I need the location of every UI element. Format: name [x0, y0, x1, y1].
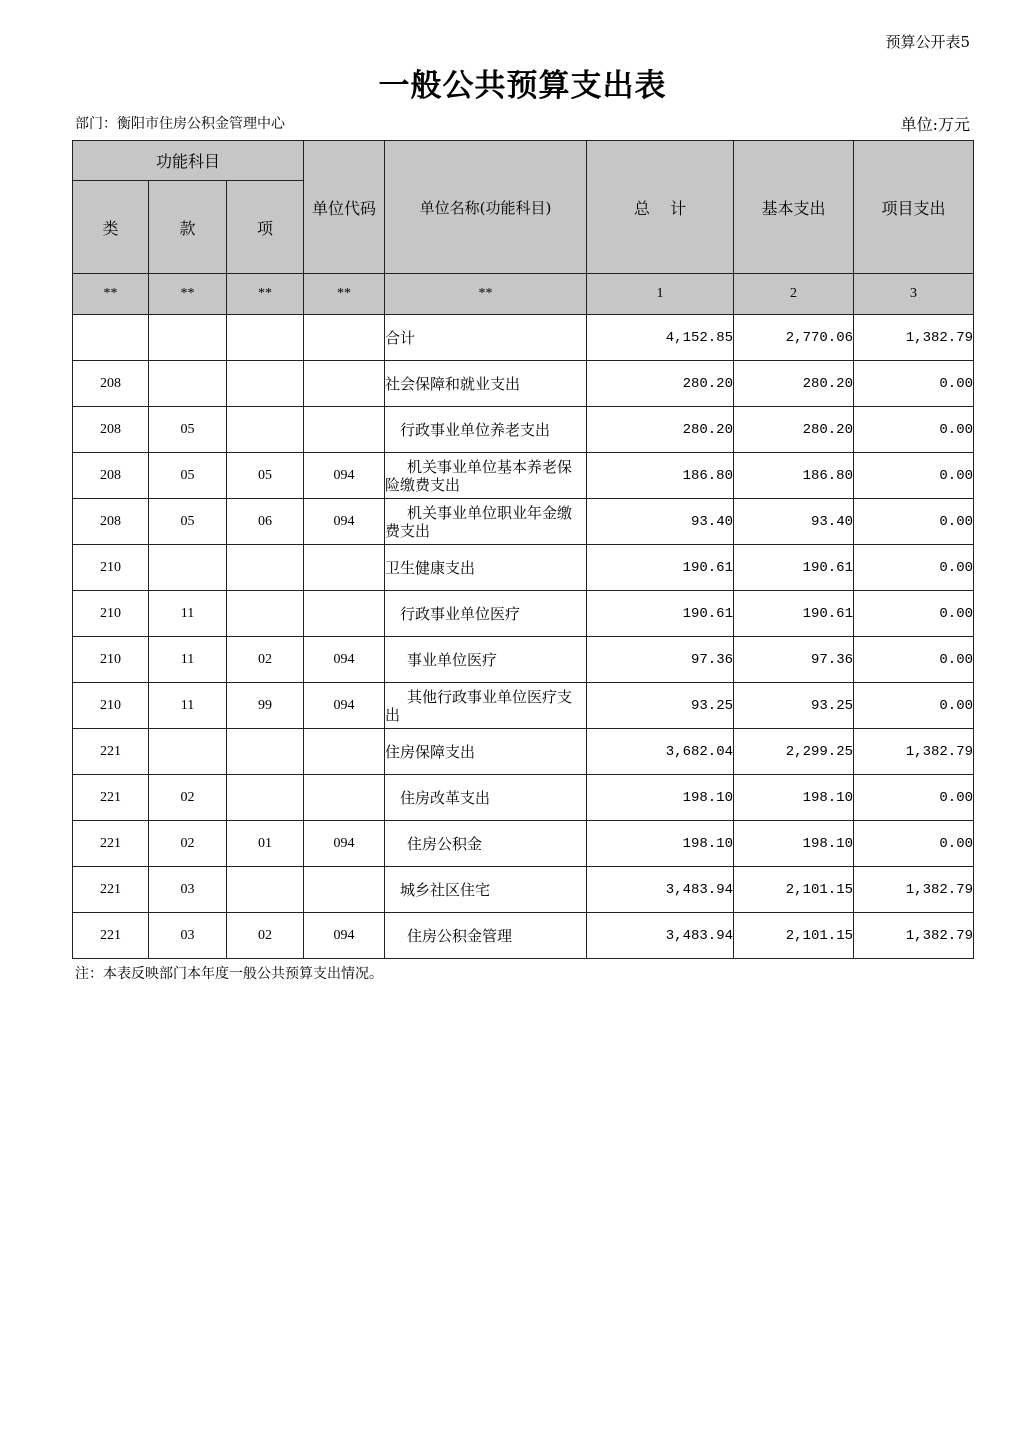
index-row — [73, 274, 974, 315]
cell-unit-name: 其他行政事业单位医疗支出 — [385, 683, 587, 729]
cell-project-expenditure: 0.00 — [854, 545, 974, 591]
cell-total: 190.61 — [587, 545, 734, 591]
index-cell: ** — [227, 274, 304, 315]
cell-xiang — [227, 867, 304, 913]
index-cell: ** — [304, 274, 385, 315]
cell-unit-name: 住房公积金管理 — [385, 913, 587, 959]
cell-project-expenditure: 0.00 — [854, 499, 974, 545]
cell-project-expenditure: 1,382.79 — [854, 315, 974, 361]
cell-xiang: 05 — [227, 453, 304, 499]
cell-unit-name: 行政事业单位养老支出 — [385, 407, 587, 453]
cell-total: 190.61 — [587, 591, 734, 637]
table-header — [73, 141, 974, 315]
page-title: 一般公共预算支出表 — [378, 68, 667, 104]
table-body — [73, 315, 974, 959]
table-row — [73, 913, 974, 959]
cell-kuan: 03 — [149, 913, 227, 959]
cell-unit-code — [304, 361, 385, 407]
header-lei: 类 — [73, 181, 149, 274]
table-row — [73, 407, 974, 453]
cell-lei: 221 — [73, 775, 149, 821]
cell-basic-expenditure: 198.10 — [734, 775, 854, 821]
cell-total: 280.20 — [587, 361, 734, 407]
cell-basic-expenditure: 2,101.15 — [734, 913, 854, 959]
cell-basic-expenditure: 198.10 — [734, 821, 854, 867]
cell-lei: 210 — [73, 683, 149, 729]
table-row — [73, 637, 974, 683]
cell-xiang: 99 — [227, 683, 304, 729]
cell-lei — [73, 315, 149, 361]
cell-kuan — [149, 361, 227, 407]
cell-unit-code: 094 — [304, 821, 385, 867]
department-label: 部门：衡阳市住房公积金管理中心 — [75, 116, 285, 132]
cell-lei: 210 — [73, 637, 149, 683]
cell-unit-code — [304, 315, 385, 361]
cell-kuan: 03 — [149, 867, 227, 913]
table-row — [73, 453, 974, 499]
cell-basic-expenditure: 2,101.15 — [734, 867, 854, 913]
cell-lei: 208 — [73, 453, 149, 499]
cell-total: 3,483.94 — [587, 867, 734, 913]
header-basic-expenditure: 基本支出 — [734, 141, 854, 274]
cell-project-expenditure: 0.00 — [854, 407, 974, 453]
cell-xiang — [227, 545, 304, 591]
cell-project-expenditure: 1,382.79 — [854, 729, 974, 775]
cell-unit-name: 城乡社区住宅 — [385, 867, 587, 913]
cell-basic-expenditure: 280.20 — [734, 361, 854, 407]
table-row — [73, 499, 974, 545]
cell-kuan: 05 — [149, 407, 227, 453]
cell-kuan: 05 — [149, 453, 227, 499]
cell-total: 198.10 — [587, 775, 734, 821]
expenditure-table — [72, 140, 974, 959]
cell-total: 4,152.85 — [587, 315, 734, 361]
cell-unit-code — [304, 775, 385, 821]
cell-lei: 208 — [73, 361, 149, 407]
cell-basic-expenditure: 280.20 — [734, 407, 854, 453]
cell-kuan: 02 — [149, 775, 227, 821]
cell-xiang: 02 — [227, 913, 304, 959]
header-unit-name: 单位名称(功能科目) — [385, 141, 587, 274]
cell-xiang: 02 — [227, 637, 304, 683]
cell-basic-expenditure: 97.36 — [734, 637, 854, 683]
header-unit-code: 单位代码 — [304, 141, 385, 274]
cell-unit-code — [304, 545, 385, 591]
cell-unit-code — [304, 407, 385, 453]
index-cell: ** — [149, 274, 227, 315]
cell-kuan — [149, 545, 227, 591]
table-row — [73, 775, 974, 821]
cell-project-expenditure: 0.00 — [854, 637, 974, 683]
cell-unit-code: 094 — [304, 453, 385, 499]
cell-kuan — [149, 315, 227, 361]
cell-unit-code: 094 — [304, 913, 385, 959]
cell-xiang: 01 — [227, 821, 304, 867]
cell-unit-name: 住房公积金 — [385, 821, 587, 867]
cell-unit-code — [304, 867, 385, 913]
cell-kuan: 11 — [149, 637, 227, 683]
cell-total: 186.80 — [587, 453, 734, 499]
header-project-expenditure: 项目支出 — [854, 141, 974, 274]
unit-label: 单位:万元 — [900, 115, 970, 134]
cell-project-expenditure: 0.00 — [854, 775, 974, 821]
cell-kuan: 02 — [149, 821, 227, 867]
cell-lei: 221 — [73, 729, 149, 775]
cell-total: 93.40 — [587, 499, 734, 545]
cell-kuan: 05 — [149, 499, 227, 545]
cell-unit-code — [304, 591, 385, 637]
table-row — [73, 545, 974, 591]
cell-total: 3,682.04 — [587, 729, 734, 775]
table-row — [73, 729, 974, 775]
cell-project-expenditure: 0.00 — [854, 821, 974, 867]
cell-xiang: 06 — [227, 499, 304, 545]
cell-total: 3,483.94 — [587, 913, 734, 959]
cell-project-expenditure: 1,382.79 — [854, 867, 974, 913]
cell-unit-code: 094 — [304, 637, 385, 683]
cell-lei: 208 — [73, 407, 149, 453]
cell-total: 97.36 — [587, 637, 734, 683]
cell-basic-expenditure: 93.40 — [734, 499, 854, 545]
cell-total: 198.10 — [587, 821, 734, 867]
cell-basic-expenditure: 2,770.06 — [734, 315, 854, 361]
header-kuan: 款 — [149, 181, 227, 274]
cell-basic-expenditure: 93.25 — [734, 683, 854, 729]
cell-kuan — [149, 729, 227, 775]
cell-xiang — [227, 361, 304, 407]
table-row — [73, 683, 974, 729]
cell-unit-code: 094 — [304, 683, 385, 729]
cell-total: 280.20 — [587, 407, 734, 453]
cell-unit-name: 住房保障支出 — [385, 729, 587, 775]
cell-total: 93.25 — [587, 683, 734, 729]
table-row — [73, 361, 974, 407]
cell-lei: 221 — [73, 867, 149, 913]
cell-project-expenditure: 0.00 — [854, 683, 974, 729]
cell-basic-expenditure: 190.61 — [734, 591, 854, 637]
cell-lei: 210 — [73, 591, 149, 637]
index-cell: ** — [73, 274, 149, 315]
cell-unit-code: 094 — [304, 499, 385, 545]
index-cell: ** — [385, 274, 587, 315]
cell-xiang — [227, 591, 304, 637]
cell-basic-expenditure: 190.61 — [734, 545, 854, 591]
header-function-subject: 功能科目 — [73, 141, 304, 181]
table-row — [73, 821, 974, 867]
table-row — [73, 315, 974, 361]
cell-unit-name: 住房改革支出 — [385, 775, 587, 821]
cell-unit-name: 机关事业单位职业年金缴费支出 — [385, 499, 587, 545]
footnote: 注：本表反映部门本年度一般公共预算支出情况。 — [75, 966, 383, 982]
index-cell: 3 — [854, 274, 974, 315]
cell-xiang — [227, 775, 304, 821]
cell-project-expenditure: 1,382.79 — [854, 913, 974, 959]
cell-unit-name: 事业单位医疗 — [385, 637, 587, 683]
cell-unit-name: 卫生健康支出 — [385, 545, 587, 591]
cell-project-expenditure: 0.00 — [854, 453, 974, 499]
cell-project-expenditure: 0.00 — [854, 361, 974, 407]
cell-lei: 221 — [73, 913, 149, 959]
index-cell: 1 — [587, 274, 734, 315]
cell-xiang — [227, 729, 304, 775]
cell-unit-name: 行政事业单位医疗 — [385, 591, 587, 637]
cell-lei: 208 — [73, 499, 149, 545]
cell-xiang — [227, 407, 304, 453]
cell-xiang — [227, 315, 304, 361]
cell-project-expenditure: 0.00 — [854, 591, 974, 637]
cell-kuan: 11 — [149, 591, 227, 637]
cell-unit-name: 合计 — [385, 315, 587, 361]
cell-lei: 210 — [73, 545, 149, 591]
cell-unit-code — [304, 729, 385, 775]
header-row — [73, 141, 974, 181]
index-cell: 2 — [734, 274, 854, 315]
cell-unit-name: 机关事业单位基本养老保险缴费支出 — [385, 453, 587, 499]
header-total: 总 计 — [587, 141, 734, 274]
cell-unit-name: 社会保障和就业支出 — [385, 361, 587, 407]
cell-kuan: 11 — [149, 683, 227, 729]
cell-basic-expenditure: 2,299.25 — [734, 729, 854, 775]
header-xiang: 项 — [227, 181, 304, 274]
form-id-label: 预算公开表5 — [885, 33, 970, 51]
cell-basic-expenditure: 186.80 — [734, 453, 854, 499]
table-row — [73, 591, 974, 637]
cell-lei: 221 — [73, 821, 149, 867]
table-row — [73, 867, 974, 913]
